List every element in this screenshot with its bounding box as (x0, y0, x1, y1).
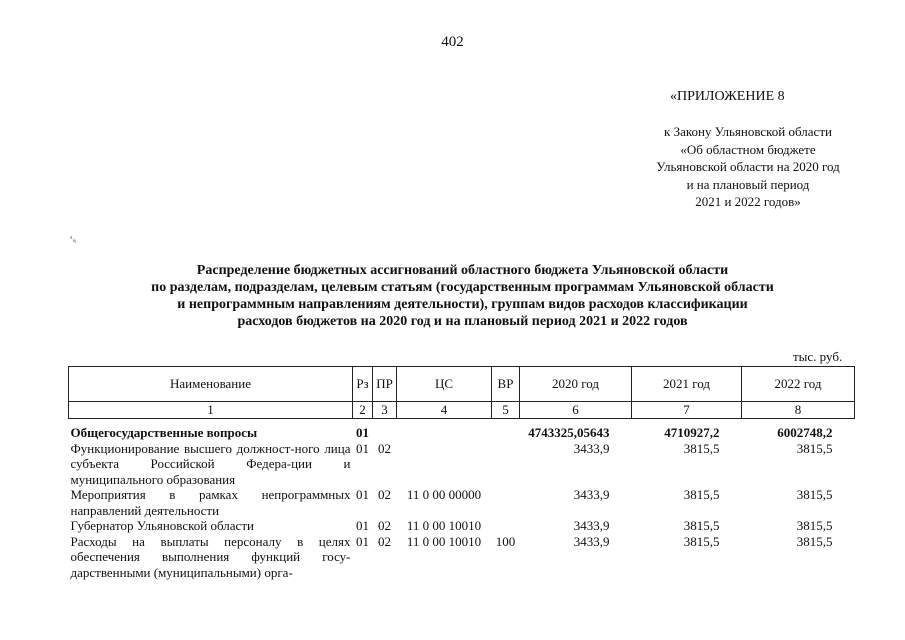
row-name: Мероприятия в рамках непрограммных направлений деятельности (70, 487, 351, 518)
row-cs: 11 0 00 00000 (406, 487, 482, 502)
appendix-reference-line: 2021 и 2022 годов» (695, 194, 801, 209)
row-2022: 6002748,2 (777, 425, 833, 440)
row-name: Общегосударственные вопросы (70, 425, 258, 440)
row-cs (397, 419, 492, 441)
column-number: 7 (632, 402, 742, 419)
table-row (69, 441, 855, 488)
row-rz: 01 (356, 440, 369, 456)
appendix-reference-line: «Об областном бюджете (680, 141, 816, 157)
table-row (69, 518, 855, 534)
header-2020: 2020 год (520, 367, 632, 402)
header-pr: ПР (373, 367, 397, 402)
table-row (69, 419, 855, 441)
row-vr (492, 518, 520, 534)
document-title-line: и непрограммным направлениям деятельности), группам видов расходов классификации (177, 297, 748, 312)
row-cs (397, 441, 492, 488)
document-title-line: по разделам, подразделам, целевым статьям (государственным программам Ульяновской области (151, 280, 774, 295)
scan-stray-mark: ᵃᵢᵧ (70, 233, 77, 243)
column-number: 3 (373, 402, 397, 419)
row-2021: 3815,5 (683, 440, 720, 456)
row-2022: 3815,5 (796, 518, 833, 533)
header-vr: ВР (492, 367, 520, 402)
row-2021: 3815,5 (683, 487, 720, 502)
appendix-reference-line: к Закону Ульяновской области (664, 124, 832, 139)
document-title-line: расходов бюджетов на 2020 год и на плановый период 2021 и 2022 годов (237, 314, 688, 329)
header-2022: 2022 год (742, 367, 855, 402)
row-cs: 11 0 00 10010 (406, 518, 482, 533)
row-pr: 02 (378, 533, 391, 549)
row-2020: 3433,9 (573, 440, 610, 456)
row-2022: 3815,5 (796, 533, 833, 549)
appendix-reference (618, 123, 878, 211)
row-rz: 01 (356, 487, 369, 502)
appendix-reference-line: Ульяновской области на 2020 год (656, 159, 840, 174)
row-2020: 3433,9 (573, 518, 610, 533)
row-vr: 100 (495, 533, 516, 549)
budget-table (68, 366, 855, 580)
header-name: Наименование (69, 367, 353, 402)
header-rz: Рз (353, 367, 373, 402)
row-vr (492, 487, 520, 518)
row-2022: 3815,5 (796, 487, 833, 502)
row-rz: 01 (356, 533, 369, 549)
row-pr: 02 (378, 518, 391, 533)
row-name: Расходы на выплаты персоналу в целях обеспечения выполнения функций госу-дарственными (муниципальными) орга- (70, 533, 351, 580)
row-2022: 3815,5 (796, 440, 833, 456)
column-number: 8 (742, 402, 855, 419)
column-number: 2 (353, 402, 373, 419)
header-2021: 2021 год (632, 367, 742, 402)
table-row (69, 487, 855, 518)
row-rz: 01 (356, 425, 369, 440)
row-2020: 3433,9 (573, 487, 610, 502)
row-vr (492, 419, 520, 441)
appendix-reference-line: и на плановый период (686, 176, 810, 192)
row-2021: 4710927,2 (664, 425, 720, 440)
row-name: Губернатор Ульяновской области (70, 518, 254, 533)
document-title-line: Распределение бюджетных ассигнований областного бюджета Ульяновской области (196, 263, 729, 278)
row-pr: 02 (378, 487, 391, 502)
row-vr (492, 441, 520, 488)
row-rz: 01 (356, 518, 369, 533)
column-number-row (69, 402, 855, 419)
table-header-row (69, 367, 855, 402)
row-2021: 3815,5 (683, 533, 720, 549)
row-pr: 02 (378, 440, 391, 456)
column-number: 5 (492, 402, 520, 419)
row-cs: 11 0 00 10010 (406, 533, 482, 549)
row-2020: 3433,9 (573, 533, 610, 549)
row-pr (373, 419, 397, 441)
column-number: 4 (397, 402, 492, 419)
header-cs: ЦС (397, 367, 492, 402)
document-title (60, 262, 865, 330)
row-2020: 4743325,05643 (528, 425, 610, 440)
column-number: 1 (69, 402, 353, 419)
column-number: 6 (520, 402, 632, 419)
row-name: Функционирование высшего должност-ного лица субъекта Российской Федера-ции и муниципального образования (70, 440, 351, 487)
units-label: тыс. руб. (793, 349, 843, 364)
row-2021: 3815,5 (683, 518, 720, 533)
table-row (69, 534, 855, 581)
page-number: 402 (441, 34, 464, 50)
appendix-title: «ПРИЛОЖЕНИЕ 8 (670, 89, 785, 104)
